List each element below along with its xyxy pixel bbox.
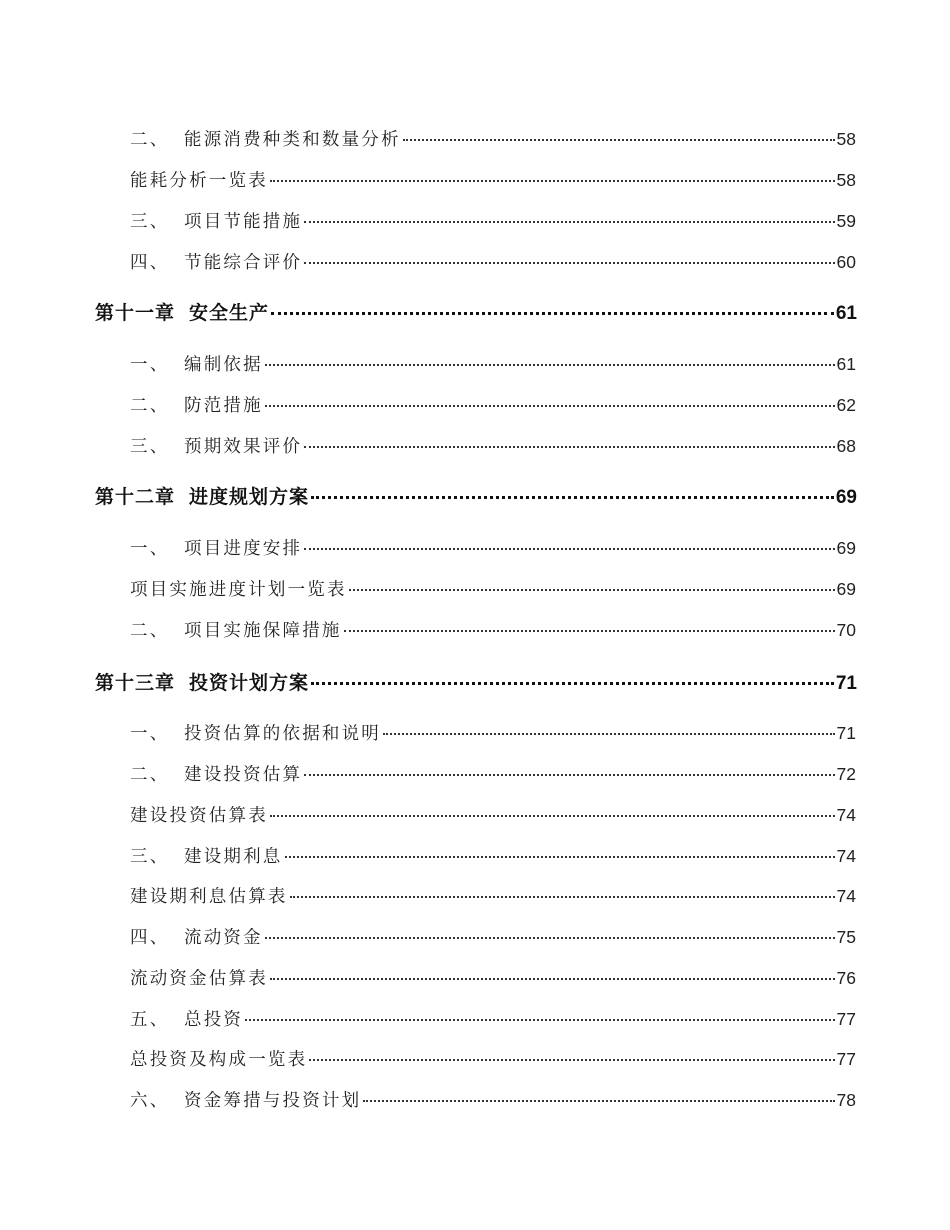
dot-leader bbox=[290, 896, 835, 898]
toc-entry-title: 资金筹措与投资计划 bbox=[184, 1091, 362, 1111]
toc-entry[interactable] bbox=[130, 883, 856, 908]
toc-chapter-number: 第十一章 bbox=[95, 302, 176, 324]
toc-entry-number: 三、 bbox=[130, 212, 170, 232]
toc-entry-page: 78 bbox=[836, 1090, 856, 1110]
toc-entry-title: 建设投资估算表 bbox=[130, 806, 268, 826]
toc-entry-number: 二、 bbox=[130, 621, 170, 641]
toc-entry-title: 能源消费种类和数量分析 bbox=[184, 130, 401, 150]
toc-entry-title: 防范措施 bbox=[184, 396, 263, 416]
toc-entry-page: 77 bbox=[836, 1049, 856, 1069]
toc-chapter-page: 69 bbox=[835, 487, 857, 508]
dot-leader bbox=[304, 548, 834, 550]
dot-leader bbox=[304, 221, 834, 223]
toc-entry-title: 项目节能措施 bbox=[184, 212, 303, 232]
toc-chapter-page: 71 bbox=[835, 673, 857, 694]
toc-entry[interactable] bbox=[130, 1006, 856, 1031]
toc-entry[interactable] bbox=[130, 126, 856, 151]
toc-entry-page: 62 bbox=[836, 395, 856, 415]
toc-entry-page: 75 bbox=[836, 927, 856, 947]
dot-leader bbox=[311, 682, 834, 685]
toc-entry-number: 四、 bbox=[130, 928, 170, 948]
toc-entry-title: 编制依据 bbox=[184, 355, 263, 375]
toc-entry-number: 二、 bbox=[130, 396, 170, 416]
toc-entry-number: 四、 bbox=[130, 253, 170, 273]
toc-entry-page: 58 bbox=[836, 170, 856, 190]
toc-entry[interactable] bbox=[130, 433, 856, 458]
toc-entry-page: 74 bbox=[836, 846, 856, 866]
toc-entry[interactable] bbox=[130, 351, 856, 376]
toc-entry-page: 74 bbox=[836, 886, 856, 906]
toc-entry-page: 61 bbox=[836, 354, 856, 374]
toc-chapter-entry[interactable] bbox=[95, 482, 857, 509]
dot-leader bbox=[309, 1059, 834, 1061]
toc-entry-number: 一、 bbox=[130, 539, 170, 559]
toc-entry-number: 二、 bbox=[130, 765, 170, 785]
toc-entry-number: 三、 bbox=[130, 847, 170, 867]
toc-entry-title: 项目实施保障措施 bbox=[184, 621, 342, 641]
toc-entry-page: 72 bbox=[836, 764, 856, 784]
toc-entry[interactable] bbox=[130, 1087, 856, 1112]
dot-leader bbox=[383, 733, 835, 735]
toc-entry[interactable] bbox=[130, 167, 856, 192]
toc-entry-title: 项目实施进度计划一览表 bbox=[130, 580, 347, 600]
toc-entry-page: 77 bbox=[836, 1009, 856, 1029]
dot-leader bbox=[270, 180, 835, 182]
dot-leader bbox=[265, 937, 835, 939]
toc-entry-title: 建设投资估算 bbox=[184, 765, 303, 785]
toc-entry-title: 投资估算的依据和说明 bbox=[184, 724, 381, 744]
toc-entry-number: 五、 bbox=[130, 1010, 170, 1030]
toc-entry-title: 节能综合评价 bbox=[184, 253, 303, 273]
toc-entry[interactable] bbox=[130, 535, 856, 560]
toc-entry[interactable] bbox=[130, 843, 856, 868]
toc-entry-page: 60 bbox=[836, 252, 856, 272]
toc-entry[interactable] bbox=[130, 924, 856, 949]
dot-leader bbox=[270, 815, 835, 817]
toc-entry[interactable] bbox=[130, 761, 856, 786]
toc-entry-page: 59 bbox=[836, 211, 856, 231]
toc-entry-title: 流动资金 bbox=[184, 928, 263, 948]
dot-leader bbox=[265, 364, 835, 366]
toc-entry-page: 58 bbox=[836, 129, 856, 149]
toc-entry[interactable] bbox=[130, 576, 856, 601]
toc-entry-page: 69 bbox=[836, 579, 856, 599]
toc-chapter-page: 61 bbox=[835, 303, 857, 324]
toc-entry-page: 76 bbox=[836, 968, 856, 988]
toc-entry-title: 建设期利息 bbox=[184, 847, 283, 867]
toc-chapter-title: 投资计划方案 bbox=[189, 672, 310, 694]
toc-entry-number: 一、 bbox=[130, 724, 170, 744]
dot-leader bbox=[304, 262, 834, 264]
dot-leader bbox=[245, 1019, 834, 1021]
toc-entry-title: 能耗分析一览表 bbox=[130, 171, 268, 191]
toc-entry[interactable] bbox=[130, 720, 856, 745]
dot-leader bbox=[304, 446, 834, 448]
toc-entry-title: 项目进度安排 bbox=[184, 539, 303, 559]
toc-entry[interactable] bbox=[130, 392, 856, 417]
dot-leader bbox=[304, 774, 834, 776]
toc-entry-title: 建设期利息估算表 bbox=[130, 887, 288, 907]
toc-entry-number: 二、 bbox=[130, 130, 170, 150]
toc-chapter-entry[interactable] bbox=[95, 668, 857, 695]
toc-entry-page: 74 bbox=[836, 805, 856, 825]
toc-entry-title: 预期效果评价 bbox=[184, 437, 303, 457]
toc-entry[interactable] bbox=[130, 249, 856, 274]
toc-entry-number: 一、 bbox=[130, 355, 170, 375]
toc-entry[interactable] bbox=[130, 965, 856, 990]
toc-chapter-number: 第十三章 bbox=[95, 672, 176, 694]
toc-entry[interactable] bbox=[130, 617, 856, 642]
toc-entry-title: 流动资金估算表 bbox=[130, 969, 268, 989]
toc-entry-page: 71 bbox=[836, 723, 856, 743]
dot-leader bbox=[363, 1100, 834, 1102]
toc-entry-page: 70 bbox=[836, 620, 856, 640]
dot-leader bbox=[344, 630, 835, 632]
dot-leader bbox=[271, 312, 834, 315]
toc-entry-title: 总投资及构成一览表 bbox=[130, 1050, 308, 1070]
toc-entry[interactable] bbox=[130, 208, 856, 233]
toc-chapter-entry[interactable] bbox=[95, 298, 857, 325]
dot-leader bbox=[311, 496, 834, 499]
dot-leader bbox=[403, 139, 835, 141]
toc-entry[interactable] bbox=[130, 1046, 856, 1071]
toc-chapter-number: 第十二章 bbox=[95, 486, 176, 508]
toc-entry[interactable] bbox=[130, 802, 856, 827]
dot-leader bbox=[265, 405, 835, 407]
dot-leader bbox=[349, 589, 835, 591]
toc-entry-page: 69 bbox=[836, 538, 856, 558]
toc-chapter-title: 安全生产 bbox=[189, 302, 270, 324]
toc-entry-number: 三、 bbox=[130, 437, 170, 457]
toc-chapter-title: 进度规划方案 bbox=[189, 486, 310, 508]
dot-leader bbox=[270, 978, 835, 980]
toc-entry-number: 六、 bbox=[130, 1091, 170, 1111]
dot-leader bbox=[285, 856, 835, 858]
toc-entry-title: 总投资 bbox=[184, 1010, 244, 1030]
toc-entry-page: 68 bbox=[836, 436, 856, 456]
